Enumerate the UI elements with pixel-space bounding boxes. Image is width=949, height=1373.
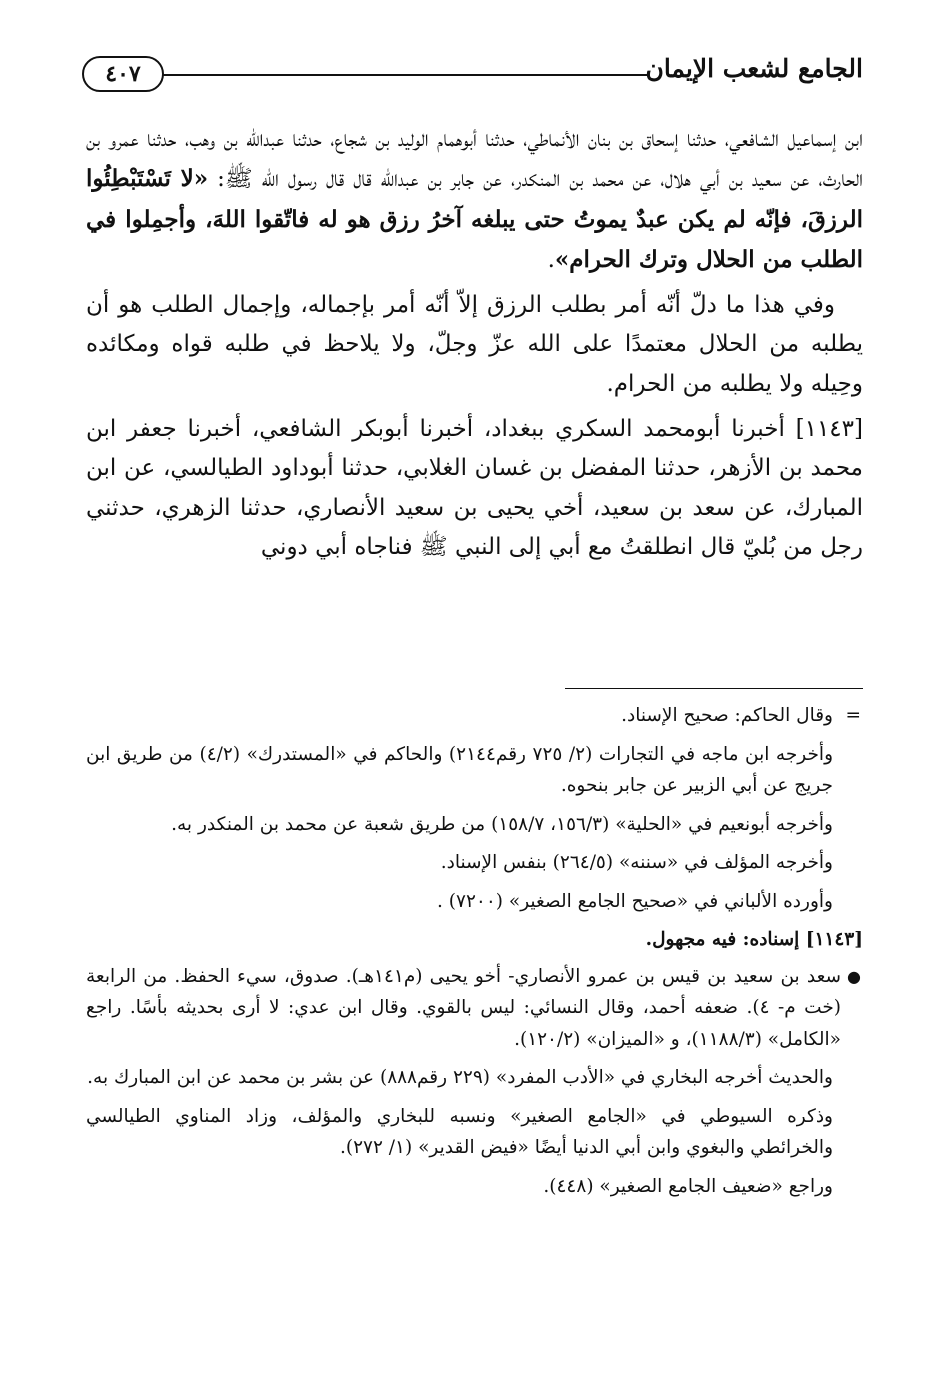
hadith-chain: ابن إسماعيل الشافعي، حدثنا إسحاق بن بنان الأنماطي، حدثنا أبوهمام الوليد بن شجاع، حدثنا عبدالله بن وهب، حدثنا عمرو بن الحارث، عن سعيد بن أبي هلال، عن محمد بن المنكدر، عن جابر بن عبدالله قال قال رسول الله ﷺ: — [86, 126, 863, 193]
footnote-continuation — [86, 700, 863, 732]
page-header — [82, 52, 863, 96]
narrator-note — [86, 961, 863, 1056]
footnote-item: وراجع «ضعيف الجامع الصغير» (٤٤٨). — [543, 1175, 833, 1197]
footnote-item: وأخرجه ابن ماجه في التجارات (٢/ ٧٢٥ رقم٢١٤٤) والحاكم في «المستدرك» (٤/٢) من طريق ابن جريج عن أبي الزبير عن جابر بنحوه. — [86, 743, 834, 796]
footnote-separator — [565, 688, 863, 689]
paragraph-2: وفي هذا ما دلّ أنّه أمر بطلب الرزق إلاّ أنّه أمر بإجماله، وإجمال الطلب هو أن يطلبه من الحلال معتمدًا على الله عزّ وجلّ، ولا يلاحظ في طلبه قواه ومكائده وحِيله ولا يطلبه من الحرام. — [86, 292, 863, 397]
paragraph-end: . — [547, 246, 555, 273]
footnote-item: وذكره السيوطي في «الجامع الصغير» ونسبه للبخاري والمؤلف، وزاد المناوي الطيالسي والخرائطي والبغوي وابن أبي الدنيا أيضًا «فيض القدير» (١/ ٢٧٢). — [86, 1105, 833, 1158]
paragraph-1 — [86, 120, 863, 280]
paragraph-3: [١١٤٣] أخبرنا أبومحمد السكري ببغداد، أخبرنا أبوبكر الشافعي، أخبرنا جعفر ابن محمد بن الأزهر، حدثنا المفضل بن غسان الغلابي، حدثنا أبوداود الطيالسي، عن ابن المبارك، عن سعد بن سعيد، أخي يحيى بن سعيد الأنصاري، حدثنا الزهري، حدثني رجل من بُليّ قال انطلقتُ مع أبي إلى النبي ﷺ فناجاه أبي دوني — [86, 416, 863, 560]
footnote-heading: [١١٤٣] إسناده: فيه مجهول. — [645, 929, 863, 950]
continuation-text: وقال الحاكم: صحيح الإسناد. — [621, 705, 833, 726]
page-number: ٤٠٧ — [82, 56, 164, 92]
footnotes — [86, 700, 863, 1209]
continuation-mark: = — [845, 705, 861, 726]
main-text — [86, 120, 863, 573]
footnote-item: وأورده الألباني في «صحيح الجامع الصغير» (٧٢٠٠) . — [437, 890, 833, 912]
narrator-note-text: سعد بن سعيد بن قيس بن عمرو الأنصاري- أخو يحيى (م١٤١هـ). صدوق، سيء الحفظ. من الرابعة (خت م- ٤). ضعفه أحمد، وقال النسائي: ليس بالقوي. وقال ابن عدي: لا أرى بحديثه بأسًا. راجع «الكامل» (١١٨٨/٣)، و «الميزان» (١٢٠/٢). — [86, 965, 842, 1050]
footnote-item: وأخرجه المؤلف في «سننه» (٢٦٤/٥) بنفس الإسناد. — [440, 852, 833, 873]
header-rule — [162, 74, 648, 76]
bullet-icon: ● — [847, 966, 861, 986]
footnote-item: والحديث أخرجه البخاري في «الأدب المفرد» (٢٢٩ رقم٨٨٨) عن بشر بن محمد عن ابن المبارك به. — [87, 1067, 833, 1088]
running-title: الجامع لشعب الإيمان — [645, 54, 863, 83]
hadith-text: «لا تَسْتَبْطِئُوا الرزقَ، فإنّه لم يكن عبدٌ يموتُ حتى يبلغه آخرُ رزق هو له فاتّقوا اللهَ، وأجمِلوا في الطلب من الحلال وترك الحرام» — [86, 165, 863, 273]
footnote-item: وأخرجه أبونعيم في «الحلية» (١٥٦/٣، ١٥٨/٧) من طريق شعبة عن محمد بن المنكدر به. — [171, 813, 833, 835]
